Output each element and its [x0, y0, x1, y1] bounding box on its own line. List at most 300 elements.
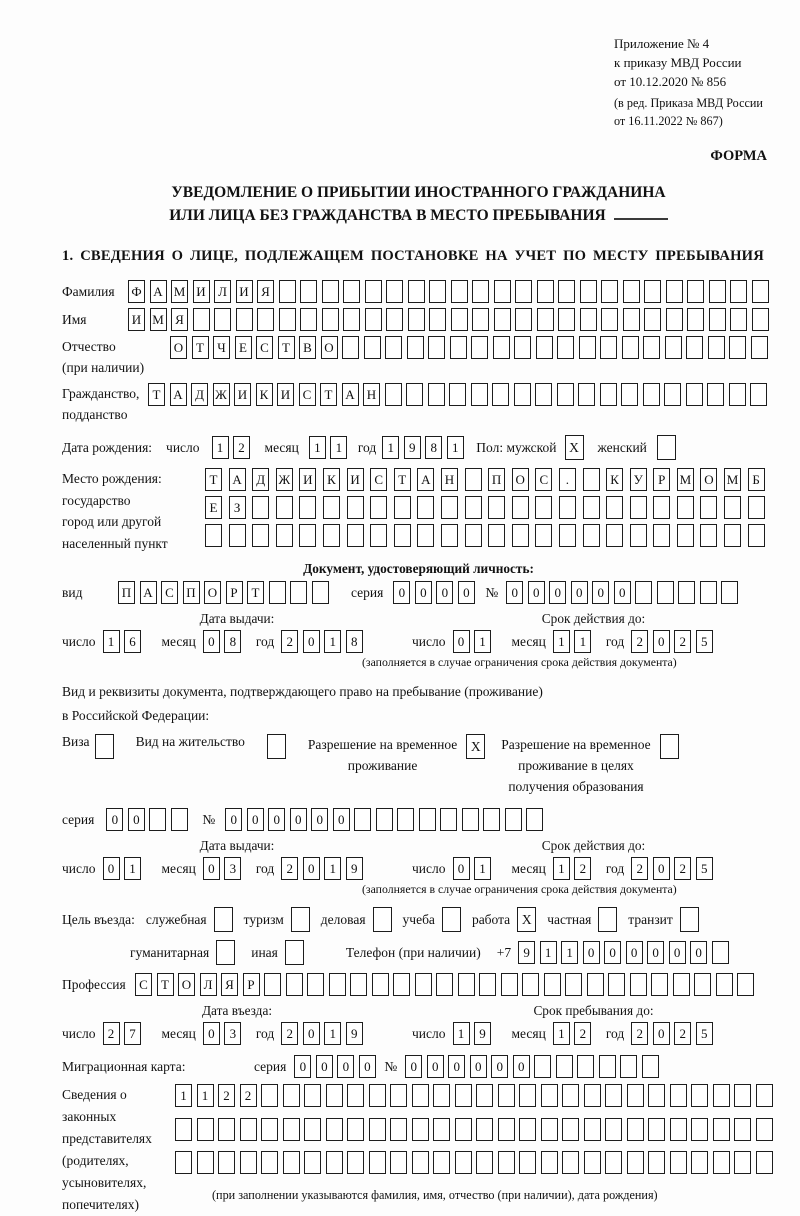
mig-number-cell[interactable]	[534, 1055, 551, 1078]
res-number-cell[interactable]: 0	[268, 808, 285, 831]
birth-place-cell[interactable]	[347, 524, 364, 547]
birth-place-cell[interactable]	[441, 524, 458, 547]
res-issue-year-cell[interactable]: 9	[346, 857, 363, 880]
representative-cell[interactable]	[734, 1084, 751, 1107]
birth-place-cell[interactable]: А	[229, 468, 246, 491]
char-cell[interactable]	[386, 308, 403, 331]
res-number-cell[interactable]	[419, 808, 436, 831]
profession-cell[interactable]	[436, 973, 453, 996]
mig-number-cell[interactable]: 0	[491, 1055, 508, 1078]
representative-cell[interactable]	[283, 1118, 300, 1141]
representative-cell[interactable]	[541, 1084, 558, 1107]
birth-place-cell[interactable]	[370, 496, 387, 519]
sex-female-checkbox[interactable]	[657, 435, 676, 460]
char-cell[interactable]: Ч	[213, 336, 230, 359]
char-cell[interactable]	[666, 280, 683, 303]
representative-cell[interactable]	[691, 1118, 708, 1141]
entry-year-cell[interactable]: 9	[346, 1022, 363, 1045]
char-cell[interactable]	[322, 308, 339, 331]
birth-place-cell[interactable]: .	[559, 468, 576, 491]
res-valid-year-cell[interactable]: 5	[696, 857, 713, 880]
representative-cell[interactable]	[347, 1084, 364, 1107]
representative-cell[interactable]	[390, 1084, 407, 1107]
representative-cell[interactable]	[584, 1118, 601, 1141]
char-cell[interactable]	[623, 280, 640, 303]
valid-month-cell[interactable]: 1	[553, 630, 570, 653]
birth-place-cell[interactable]	[748, 496, 765, 519]
edu-permit-checkbox[interactable]	[660, 734, 679, 759]
res-number-cell[interactable]	[526, 808, 543, 831]
birth-place-cell[interactable]: У	[630, 468, 647, 491]
birth-year-cell[interactable]: 9	[404, 436, 421, 459]
representative-cell[interactable]	[240, 1118, 257, 1141]
doc-kind-cell[interactable]: О	[204, 581, 221, 604]
res-number-cell[interactable]	[483, 808, 500, 831]
birth-place-cell[interactable]: Н	[441, 468, 458, 491]
birth-place-cell[interactable]	[677, 524, 694, 547]
char-cell[interactable]	[558, 308, 575, 331]
char-cell[interactable]: Д	[191, 383, 208, 406]
char-cell[interactable]: М	[171, 280, 188, 303]
representative-cell[interactable]	[326, 1118, 343, 1141]
res-number-cell[interactable]	[354, 808, 371, 831]
representative-cell[interactable]	[433, 1084, 450, 1107]
issue-year-cell[interactable]: 0	[303, 630, 320, 653]
representative-cell[interactable]: 1	[175, 1084, 192, 1107]
res-series-cell[interactable]: 0	[106, 808, 123, 831]
profession-cell[interactable]	[544, 973, 561, 996]
representative-cell[interactable]	[412, 1084, 429, 1107]
entry-year-cell[interactable]: 2	[281, 1022, 298, 1045]
char-cell[interactable]	[300, 308, 317, 331]
char-cell[interactable]: Ж	[213, 383, 230, 406]
profession-cell[interactable]	[737, 973, 754, 996]
char-cell[interactable]	[214, 308, 231, 331]
birth-place-cell[interactable]	[417, 524, 434, 547]
birth-place-cell[interactable]	[229, 524, 246, 547]
birth-day-cell[interactable]: 2	[233, 436, 250, 459]
char-cell[interactable]	[515, 308, 532, 331]
valid-day-cell[interactable]: 0	[453, 630, 470, 653]
representative-cell[interactable]	[519, 1084, 536, 1107]
doc-number-cell[interactable]: 0	[506, 581, 523, 604]
doc-number-cell[interactable]	[721, 581, 738, 604]
res-number-cell[interactable]: 0	[311, 808, 328, 831]
birth-place-cell[interactable]	[394, 524, 411, 547]
representative-cell[interactable]	[283, 1084, 300, 1107]
res-number-cell[interactable]	[376, 808, 393, 831]
representative-cell[interactable]	[562, 1084, 579, 1107]
representative-cell[interactable]: 1	[197, 1084, 214, 1107]
char-cell[interactable]	[493, 336, 510, 359]
representative-cell[interactable]	[713, 1084, 730, 1107]
char-cell[interactable]: С	[299, 383, 316, 406]
char-cell[interactable]	[600, 336, 617, 359]
char-cell[interactable]	[687, 308, 704, 331]
char-cell[interactable]	[600, 383, 617, 406]
profession-cell[interactable]: С	[135, 973, 152, 996]
char-cell[interactable]	[580, 308, 597, 331]
issue-day-cell[interactable]: 6	[124, 630, 141, 653]
profession-cell[interactable]	[501, 973, 518, 996]
char-cell[interactable]: В	[299, 336, 316, 359]
char-cell[interactable]	[623, 308, 640, 331]
char-cell[interactable]	[514, 383, 531, 406]
char-cell[interactable]	[729, 383, 746, 406]
doc-series-cell[interactable]: 0	[415, 581, 432, 604]
res-series-cell[interactable]: 0	[128, 808, 145, 831]
representative-cell[interactable]	[197, 1118, 214, 1141]
representative-cell[interactable]	[218, 1118, 235, 1141]
birth-place-cell[interactable]	[488, 524, 505, 547]
phone-digit-cell[interactable]: 0	[626, 941, 643, 964]
representative-cell[interactable]	[605, 1118, 622, 1141]
doc-number-cell[interactable]: 0	[592, 581, 609, 604]
birth-place-cell[interactable]	[276, 496, 293, 519]
char-cell[interactable]: О	[321, 336, 338, 359]
issue-year-cell[interactable]: 2	[281, 630, 298, 653]
char-cell[interactable]	[601, 280, 618, 303]
representative-cell[interactable]	[627, 1084, 644, 1107]
char-cell[interactable]	[451, 280, 468, 303]
issue-year-cell[interactable]: 8	[346, 630, 363, 653]
birth-place-cell[interactable]: Е	[205, 496, 222, 519]
birth-year-cell[interactable]: 8	[425, 436, 442, 459]
char-cell[interactable]	[644, 280, 661, 303]
char-cell[interactable]	[428, 336, 445, 359]
mig-number-cell[interactable]: 0	[405, 1055, 422, 1078]
char-cell[interactable]	[343, 280, 360, 303]
char-cell[interactable]	[428, 383, 445, 406]
profession-cell[interactable]	[479, 973, 496, 996]
char-cell[interactable]: И	[236, 280, 253, 303]
char-cell[interactable]	[279, 308, 296, 331]
issue-year-cell[interactable]: 1	[324, 630, 341, 653]
representative-cell[interactable]	[261, 1118, 278, 1141]
transit-checkbox[interactable]	[680, 907, 699, 932]
representative-cell[interactable]	[670, 1118, 687, 1141]
valid-day-cell[interactable]: 1	[474, 630, 491, 653]
char-cell[interactable]	[729, 336, 746, 359]
res-valid-month-cell[interactable]: 1	[553, 857, 570, 880]
representative-cell[interactable]	[756, 1084, 773, 1107]
representative-cell[interactable]	[455, 1118, 472, 1141]
char-cell[interactable]	[686, 383, 703, 406]
char-cell[interactable]: С	[256, 336, 273, 359]
char-cell[interactable]	[644, 308, 661, 331]
birth-day-cell[interactable]: 1	[212, 436, 229, 459]
char-cell[interactable]: Т	[278, 336, 295, 359]
birth-place-cell[interactable]	[205, 524, 222, 547]
char-cell[interactable]: А	[150, 280, 167, 303]
char-cell[interactable]	[494, 280, 511, 303]
birth-place-cell[interactable]	[630, 524, 647, 547]
birth-place-cell[interactable]: О	[512, 468, 529, 491]
tourism-checkbox[interactable]	[291, 907, 310, 932]
char-cell[interactable]	[471, 336, 488, 359]
mig-number-cell[interactable]	[577, 1055, 594, 1078]
char-cell[interactable]	[752, 308, 769, 331]
birth-place-cell[interactable]	[630, 496, 647, 519]
doc-series-cell[interactable]: 0	[436, 581, 453, 604]
doc-number-cell[interactable]	[700, 581, 717, 604]
char-cell[interactable]	[621, 383, 638, 406]
representative-cell[interactable]	[713, 1118, 730, 1141]
mig-number-cell[interactable]: 0	[427, 1055, 444, 1078]
res-valid-day-cell[interactable]: 0	[453, 857, 470, 880]
profession-cell[interactable]	[458, 973, 475, 996]
res-issue-day-cell[interactable]: 0	[103, 857, 120, 880]
birth-place-cell[interactable]	[417, 496, 434, 519]
representative-cell[interactable]	[433, 1118, 450, 1141]
mig-number-cell[interactable]	[556, 1055, 573, 1078]
birth-place-cell[interactable]: К	[323, 468, 340, 491]
entry-month-cell[interactable]: 0	[203, 1022, 220, 1045]
birth-place-cell[interactable]: О	[700, 468, 717, 491]
birth-place-cell[interactable]: Б	[748, 468, 765, 491]
char-cell[interactable]	[514, 336, 531, 359]
mig-number-cell[interactable]: 0	[448, 1055, 465, 1078]
birth-place-cell[interactable]	[583, 524, 600, 547]
profession-cell[interactable]	[716, 973, 733, 996]
char-cell[interactable]	[342, 336, 359, 359]
birth-place-cell[interactable]	[653, 496, 670, 519]
char-cell[interactable]	[730, 308, 747, 331]
char-cell[interactable]	[429, 280, 446, 303]
res-number-cell[interactable]	[462, 808, 479, 831]
humanitarian-checkbox[interactable]	[216, 940, 235, 965]
representative-cell[interactable]	[648, 1118, 665, 1141]
representative-cell[interactable]	[519, 1118, 536, 1141]
birth-month-cell[interactable]: 1	[330, 436, 347, 459]
char-cell[interactable]	[472, 308, 489, 331]
birth-place-cell[interactable]	[323, 524, 340, 547]
doc-series-cell[interactable]: 0	[458, 581, 475, 604]
representative-cell[interactable]	[734, 1118, 751, 1141]
representative-cell[interactable]: 2	[218, 1084, 235, 1107]
char-cell[interactable]: Е	[235, 336, 252, 359]
representative-cell[interactable]	[691, 1084, 708, 1107]
entry-day-cell[interactable]: 7	[124, 1022, 141, 1045]
stay-day-cell[interactable]: 1	[453, 1022, 470, 1045]
char-cell[interactable]: Т	[320, 383, 337, 406]
res-valid-day-cell[interactable]: 1	[474, 857, 491, 880]
birth-place-cell[interactable]	[583, 496, 600, 519]
char-cell[interactable]: Л	[214, 280, 231, 303]
profession-cell[interactable]: О	[178, 973, 195, 996]
representative-cell[interactable]	[498, 1084, 515, 1107]
char-cell[interactable]	[364, 336, 381, 359]
profession-cell[interactable]	[372, 973, 389, 996]
birth-place-cell[interactable]	[583, 468, 600, 491]
char-cell[interactable]	[257, 308, 274, 331]
mig-series-cell[interactable]: 0	[359, 1055, 376, 1078]
res-series-cell[interactable]	[171, 808, 188, 831]
birth-place-cell[interactable]: М	[724, 468, 741, 491]
res-series-cell[interactable]	[149, 808, 166, 831]
char-cell[interactable]	[450, 336, 467, 359]
profession-cell[interactable]	[350, 973, 367, 996]
entry-day-cell[interactable]: 2	[103, 1022, 120, 1045]
char-cell[interactable]: Ф	[128, 280, 145, 303]
char-cell[interactable]	[709, 308, 726, 331]
representative-cell[interactable]	[562, 1118, 579, 1141]
char-cell[interactable]	[429, 308, 446, 331]
mig-number-cell[interactable]: 0	[513, 1055, 530, 1078]
doc-kind-cell[interactable]	[290, 581, 307, 604]
char-cell[interactable]	[665, 336, 682, 359]
work-checkbox[interactable]: X	[517, 907, 536, 932]
birth-place-cell[interactable]	[724, 524, 741, 547]
char-cell[interactable]	[580, 280, 597, 303]
visa-checkbox[interactable]	[95, 734, 114, 759]
profession-cell[interactable]	[651, 973, 668, 996]
birth-place-cell[interactable]: К	[606, 468, 623, 491]
profession-cell[interactable]	[522, 973, 539, 996]
representative-cell[interactable]	[541, 1118, 558, 1141]
birth-place-cell[interactable]	[323, 496, 340, 519]
official-checkbox[interactable]	[214, 907, 233, 932]
mig-series-cell[interactable]: 0	[337, 1055, 354, 1078]
phone-digit-cell[interactable]: 0	[669, 941, 686, 964]
profession-cell[interactable]	[587, 973, 604, 996]
char-cell[interactable]	[365, 280, 382, 303]
birth-place-cell[interactable]: П	[488, 468, 505, 491]
char-cell[interactable]	[451, 308, 468, 331]
representative-cell[interactable]	[756, 1118, 773, 1141]
representative-cell[interactable]	[627, 1118, 644, 1141]
phone-digit-cell[interactable]: 0	[647, 941, 664, 964]
birth-place-cell[interactable]	[512, 496, 529, 519]
birth-place-cell[interactable]	[535, 496, 552, 519]
representative-cell[interactable]	[412, 1118, 429, 1141]
doc-number-cell[interactable]: 0	[571, 581, 588, 604]
birth-place-cell[interactable]: И	[299, 468, 316, 491]
birth-place-cell[interactable]	[559, 524, 576, 547]
char-cell[interactable]	[730, 280, 747, 303]
char-cell[interactable]: О	[170, 336, 187, 359]
char-cell[interactable]	[343, 308, 360, 331]
temp-permit-checkbox[interactable]: X	[466, 734, 485, 759]
representative-cell[interactable]	[369, 1118, 386, 1141]
birth-place-cell[interactable]: И	[347, 468, 364, 491]
representative-cell[interactable]	[326, 1084, 343, 1107]
doc-number-cell[interactable]	[657, 581, 674, 604]
mig-number-cell[interactable]: 0	[470, 1055, 487, 1078]
profession-cell[interactable]	[286, 973, 303, 996]
birth-place-cell[interactable]	[252, 524, 269, 547]
entry-year-cell[interactable]: 0	[303, 1022, 320, 1045]
representative-cell[interactable]	[670, 1084, 687, 1107]
phone-digit-cell[interactable]: 0	[583, 941, 600, 964]
doc-kind-cell[interactable]: С	[161, 581, 178, 604]
char-cell[interactable]: И	[193, 280, 210, 303]
profession-cell[interactable]: Т	[157, 973, 174, 996]
char-cell[interactable]	[236, 308, 253, 331]
profession-cell[interactable]: Я	[221, 973, 238, 996]
char-cell[interactable]	[365, 308, 382, 331]
study-checkbox[interactable]	[442, 907, 461, 932]
char-cell[interactable]	[537, 280, 554, 303]
profession-cell[interactable]	[673, 973, 690, 996]
char-cell[interactable]: А	[170, 383, 187, 406]
char-cell[interactable]	[300, 280, 317, 303]
char-cell[interactable]	[643, 383, 660, 406]
doc-series-cell[interactable]: 0	[393, 581, 410, 604]
stay-year-cell[interactable]: 2	[631, 1022, 648, 1045]
birth-month-cell[interactable]: 1	[309, 436, 326, 459]
entry-year-cell[interactable]: 1	[324, 1022, 341, 1045]
birth-place-cell[interactable]	[535, 524, 552, 547]
mig-number-cell[interactable]	[599, 1055, 616, 1078]
birth-place-cell[interactable]: М	[677, 468, 694, 491]
char-cell[interactable]: Н	[363, 383, 380, 406]
stay-month-cell[interactable]: 2	[574, 1022, 591, 1045]
res-valid-month-cell[interactable]: 2	[574, 857, 591, 880]
stay-year-cell[interactable]: 0	[653, 1022, 670, 1045]
doc-kind-cell[interactable]: А	[140, 581, 157, 604]
birth-place-cell[interactable]: Т	[205, 468, 222, 491]
res-issue-year-cell[interactable]: 1	[324, 857, 341, 880]
char-cell[interactable]	[709, 280, 726, 303]
phone-digit-cell[interactable]: 0	[690, 941, 707, 964]
birth-place-cell[interactable]	[606, 496, 623, 519]
birth-place-cell[interactable]	[677, 496, 694, 519]
char-cell[interactable]	[472, 280, 489, 303]
profession-cell[interactable]: Р	[243, 973, 260, 996]
char-cell[interactable]: И	[277, 383, 294, 406]
doc-number-cell[interactable]: 0	[549, 581, 566, 604]
representative-cell[interactable]	[498, 1118, 515, 1141]
char-cell[interactable]	[408, 280, 425, 303]
representative-cell[interactable]	[304, 1084, 321, 1107]
char-cell[interactable]	[407, 336, 424, 359]
birth-place-cell[interactable]	[347, 496, 364, 519]
representative-cell[interactable]	[390, 1118, 407, 1141]
char-cell[interactable]	[322, 280, 339, 303]
res-number-cell[interactable]: 0	[225, 808, 242, 831]
res-issue-year-cell[interactable]: 2	[281, 857, 298, 880]
birth-place-cell[interactable]	[276, 524, 293, 547]
profession-cell[interactable]	[264, 973, 281, 996]
birth-place-cell[interactable]: Д	[252, 468, 269, 491]
birth-place-cell[interactable]	[252, 496, 269, 519]
birth-place-cell[interactable]	[724, 496, 741, 519]
phone-digit-cell[interactable]: 0	[604, 941, 621, 964]
char-cell[interactable]	[386, 280, 403, 303]
char-cell[interactable]	[515, 280, 532, 303]
char-cell[interactable]	[687, 280, 704, 303]
char-cell[interactable]	[557, 383, 574, 406]
profession-cell[interactable]	[565, 973, 582, 996]
phone-digit-cell[interactable]	[712, 941, 729, 964]
res-issue-day-cell[interactable]: 1	[124, 857, 141, 880]
birth-place-cell[interactable]: С	[370, 468, 387, 491]
char-cell[interactable]: Я	[171, 308, 188, 331]
representative-cell[interactable]	[584, 1084, 601, 1107]
issue-day-cell[interactable]: 1	[103, 630, 120, 653]
stay-year-cell[interactable]: 5	[696, 1022, 713, 1045]
char-cell[interactable]	[751, 336, 768, 359]
birth-place-cell[interactable]	[606, 524, 623, 547]
char-cell[interactable]	[557, 336, 574, 359]
res-issue-month-cell[interactable]: 3	[224, 857, 241, 880]
residence-permit-checkbox[interactable]	[267, 734, 286, 759]
doc-kind-cell[interactable]	[269, 581, 286, 604]
representative-cell[interactable]	[605, 1084, 622, 1107]
char-cell[interactable]	[666, 308, 683, 331]
valid-month-cell[interactable]: 1	[574, 630, 591, 653]
